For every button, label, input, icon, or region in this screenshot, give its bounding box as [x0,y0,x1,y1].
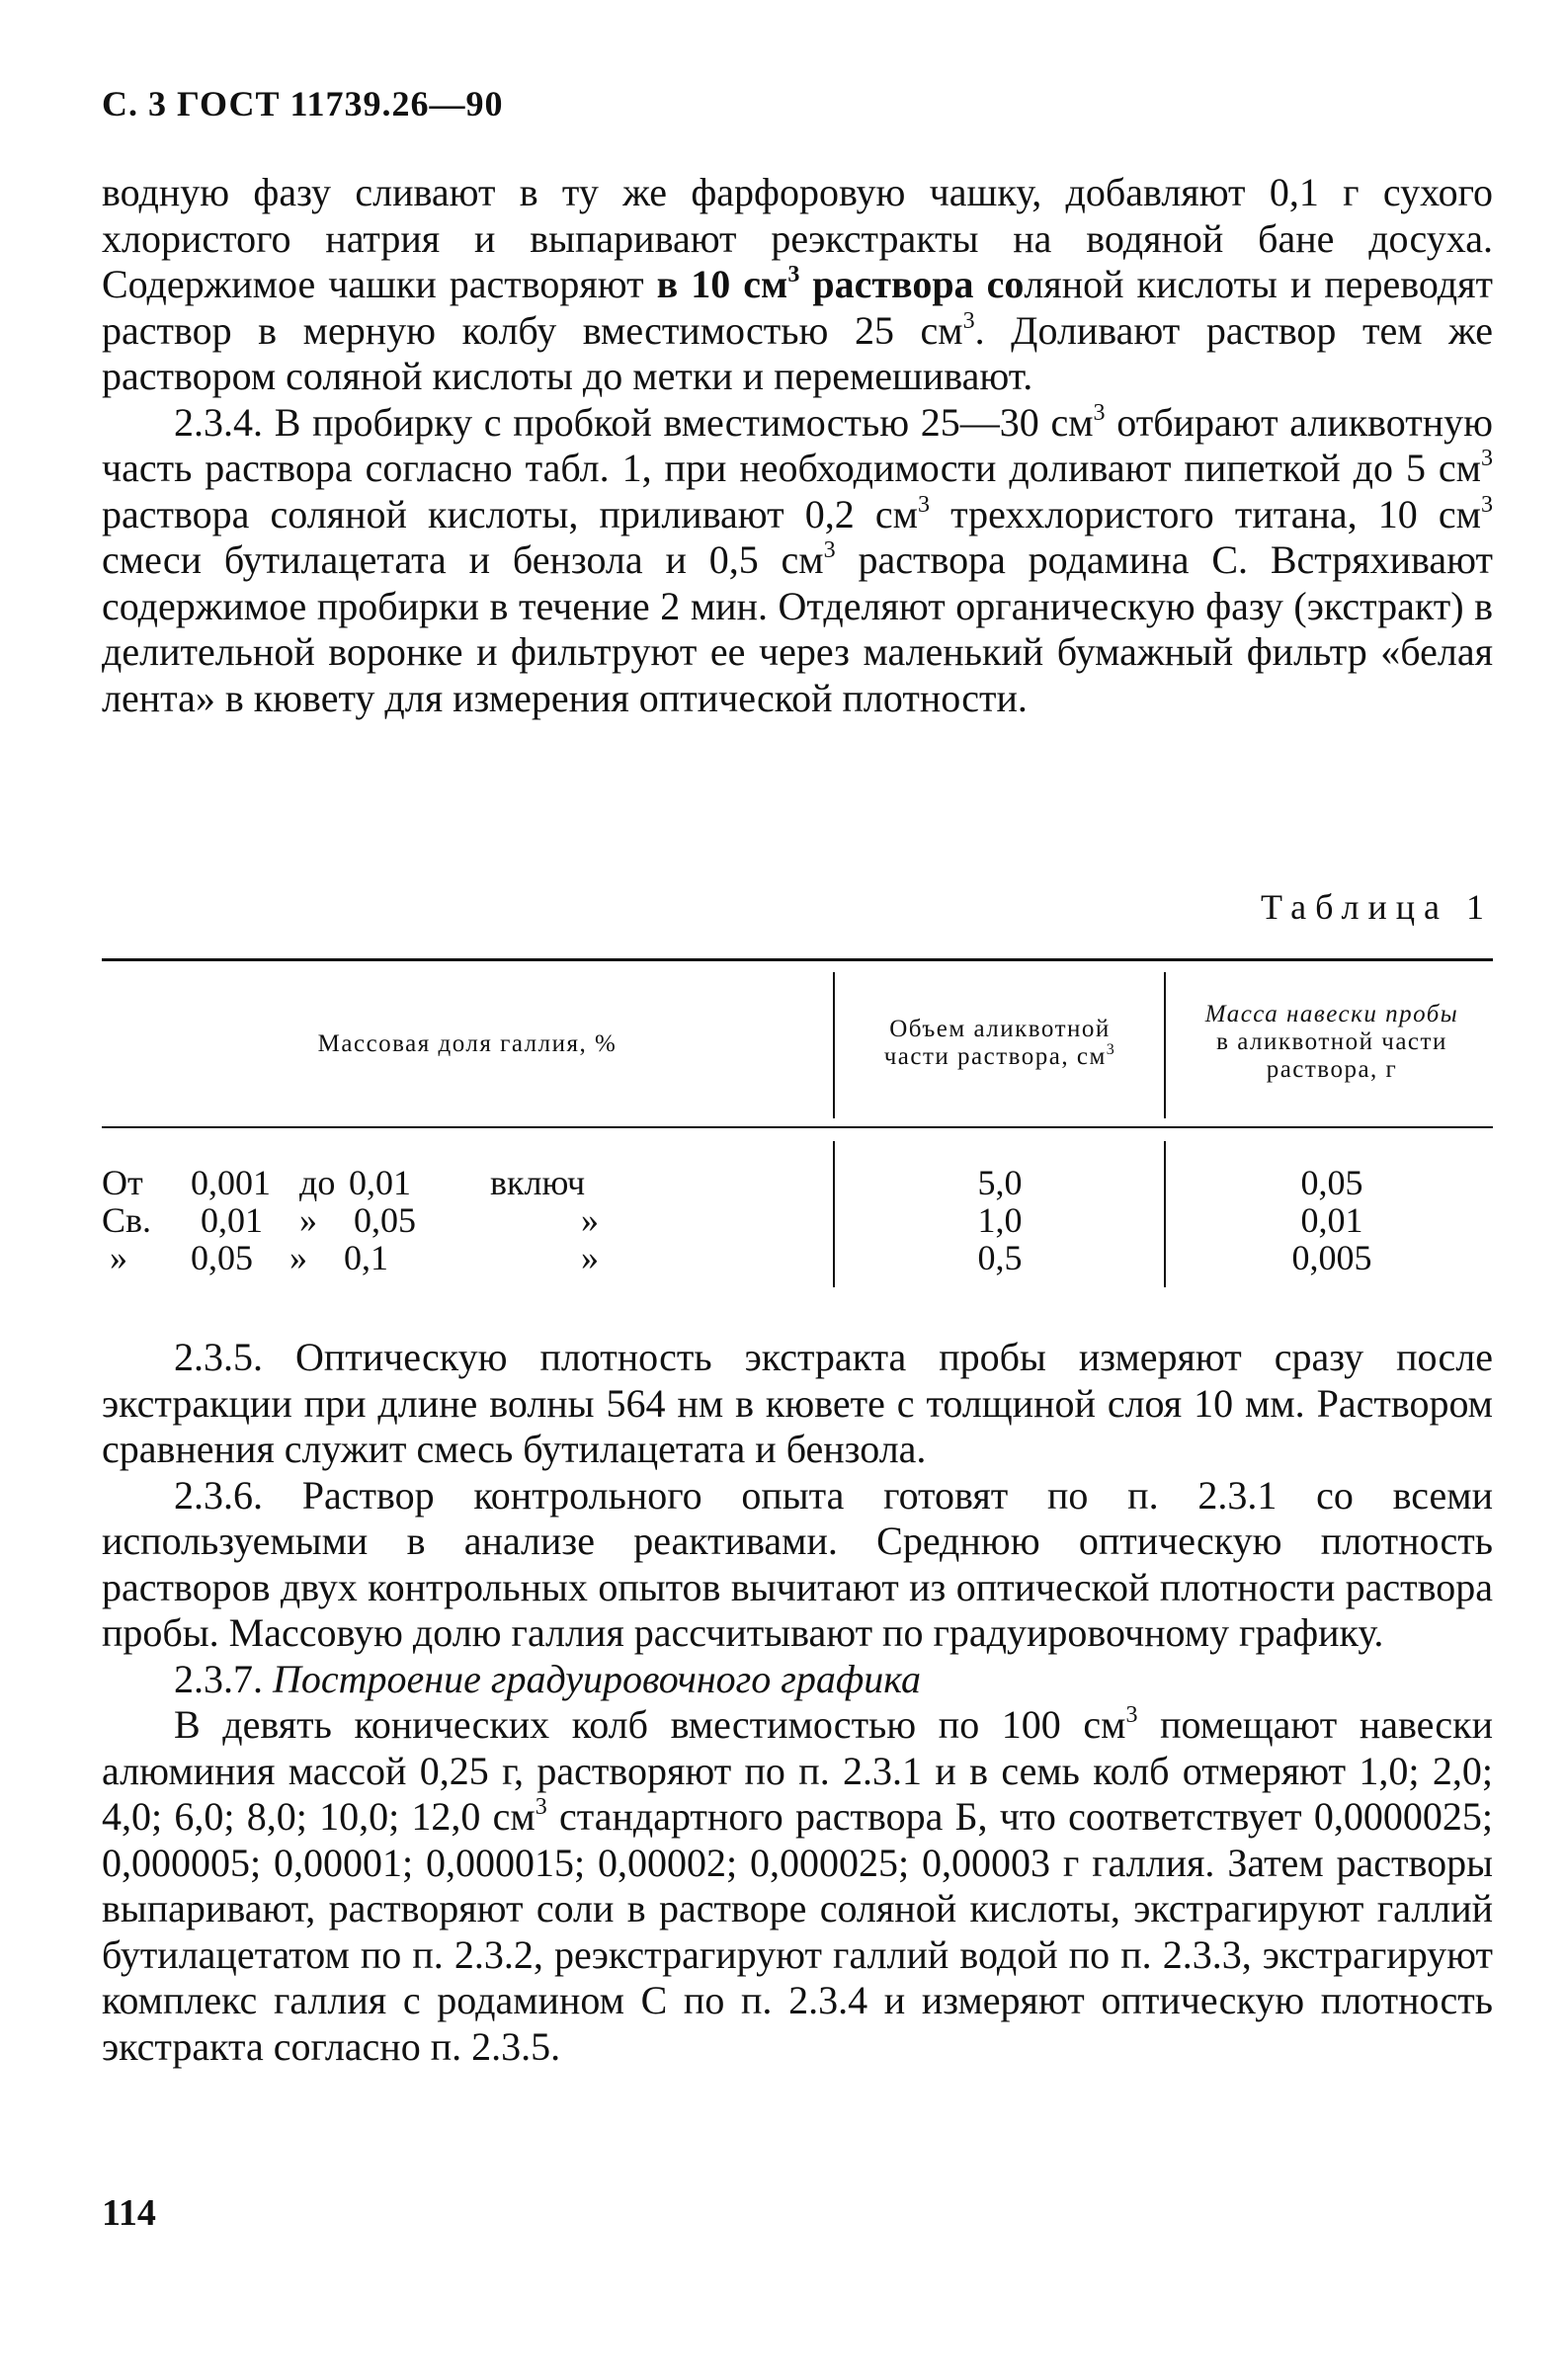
header-line: Объем аликвотной [889,1016,1111,1042]
text-run: помещают навески алюминия массой 0,25 г, растворяют по п. 2.3.1 и в семь колб отмеряют 1,0; 2,0; 4,0; 6,0; 8,0; 10,0; 12,0 см [102,1702,1493,1839]
text-run: смеси бутилацетата и бензола и 0,5 см [102,537,824,582]
cell-range-sep: до [299,1163,336,1202]
cell-range-suffix: включ [490,1163,586,1202]
page-number: 114 [102,2192,156,2234]
column-divider [833,972,835,1118]
text-run: в 10 см [656,262,788,306]
column-header-aliquot-volume [838,1016,1162,1071]
cell-range-suffix: » [581,1238,599,1277]
text-run: стандартного раствора Б, что соответствует 0,0000025; 0,000005; 0,00001; 0,000015; 0,00002; 0,000025; 0,00003 г галлия. Затем растворы выпаривают, растворяют соли в растворе соляной кислоты, экстрагируют галлий бутилацетатом по п. 2.3.2, реэкстрагируют галлий водой по п. 2.3.3, экстрагируют комплекс галлия с родамином С по п. 2.3.4 и измеряют оптическую плотность экстракта согласно п. 2.3.5. [102,1794,1493,2069]
cell-mass: 0,05 [1300,1163,1363,1202]
text-block-top [102,170,1493,721]
cell-mass: 0,01 [1300,1200,1363,1240]
paragraph-2-3-7 [102,1657,1493,1703]
cell-range-to: 0,01 [349,1163,411,1202]
cell-mass: 0,005 [1291,1238,1372,1277]
paragraph-2-3-4 [102,400,1493,722]
data-table [102,958,1493,1294]
cell-range-prefix: От [102,1163,143,1202]
table-body [102,1164,1493,1276]
text-run: . Доливают раствор тем же раствором соляной кислоты до метки и перемешивают. [102,307,1493,398]
header-line: раствора, г [1266,1056,1398,1083]
column-header-mass-fraction: Массовая доля галлия, % [317,1030,618,1057]
text-run: треххлористого титана, 10 см [929,491,1481,536]
superscript: 3 [823,537,836,563]
table-row [102,1239,1493,1276]
table-caption: Таблица 1 [1261,887,1493,927]
text-run: ляной кислоты и переводят раствор в мерную колбу вместимостью 25 см [102,262,1493,353]
text-run-bold [657,262,1025,306]
paragraph-calibration-procedure [102,1702,1493,2070]
table-row [102,1164,1493,1201]
text-run: раствора со [799,262,1025,306]
paragraph-2-3-5: 2.3.5. Оптическую плотность экстракта пробы измеряют сразу после экстракции при длине волны 564 нм в кювете с толщиной слоя 10 мм. Раствором сравнения служит смесь бутилацетата и бензола. [102,1335,1493,1471]
cell-range-suffix: » [581,1200,599,1240]
cell-range-sep: » [289,1238,307,1277]
header-line [838,1043,1162,1071]
superscript: 3 [1093,399,1106,426]
table-row [102,1201,1493,1239]
text-run: водную фазу сливают в ту же фарфоровую чашку, добавляют 0,1 г сухого хлористого натрия и выпаривают реэкстракты на водяной бане досуха. Содержимое чашки растворяют [102,170,1493,306]
column-header-sample-mass [1169,1001,1495,1084]
header-line: Масса навески пробы [1204,1001,1459,1027]
cell-range-from: 0,001 [191,1163,271,1202]
superscript: 3 [917,491,930,518]
table-header-rule [102,1126,1493,1128]
text-run: раствора соляной кислоты, приливают 0,2 см [102,491,918,536]
superscript: 3 [1106,1041,1116,1058]
paragraph-2-3-6: 2.3.6. Раствор контрольного опыта готовят по п. 2.3.1 со всеми используемыми в анализе реактивами. Среднюю оптическую плотность растворов двух контрольных опытов вычитают из оптической плотности раствора пробы. Массовую долю галлия рассчитывают по градуировочному графику. [102,1472,1493,1655]
superscript: 3 [1481,446,1493,471]
section-title: Построение градуировочного графика [273,1656,921,1701]
cell-range-to: 0,05 [354,1200,416,1240]
superscript: 3 [1481,491,1493,518]
text-run: 2.3.4. В пробирку с пробкой вместимостью 25—30 см [174,399,1094,445]
cell-range-prefix: Св. [102,1200,152,1240]
cell-volume: 5,0 [977,1163,1023,1202]
superscript: 3 [535,1794,547,1820]
cell-range-from: 0,01 [201,1200,263,1240]
cell-range-from: 0,05 [191,1238,253,1277]
header-line: в аликвотной части [1216,1028,1447,1055]
column-divider [1164,972,1166,1118]
cell-range-to: 0,1 [344,1238,388,1277]
text-run: раствора родамина С. Встряхивают содержимое пробирки в течение 2 мин. Отделяют органическую фазу (экстракт) в делительной воронке и фильтруют ее через маленький бумажный фильтр «белая лента» в кювету для измерения оптической плотности. [102,537,1493,720]
superscript: 3 [787,262,800,287]
cell-range-prefix: » [110,1238,127,1277]
page-header: С. 3 ГОСТ 11739.26—90 [102,84,504,123]
section-number: 2.3.7. [174,1656,273,1701]
superscript: 3 [1125,1702,1138,1728]
text-block-bottom [102,1335,1493,2070]
text-run: отбирают аликвотную часть раствора согласно табл. 1, при необходимости доливают пипеткой до 5 см [102,399,1494,490]
cell-range-sep: » [299,1200,317,1240]
text-run: В девять конических колб вместимостью по 100 см [174,1702,1126,1747]
cell-volume: 0,5 [977,1238,1023,1277]
superscript: 3 [962,307,975,334]
table-top-rule [102,958,1493,961]
text-run: части раствора, см [883,1043,1107,1070]
paragraph-continuation [102,170,1493,400]
cell-volume: 1,0 [977,1200,1023,1240]
